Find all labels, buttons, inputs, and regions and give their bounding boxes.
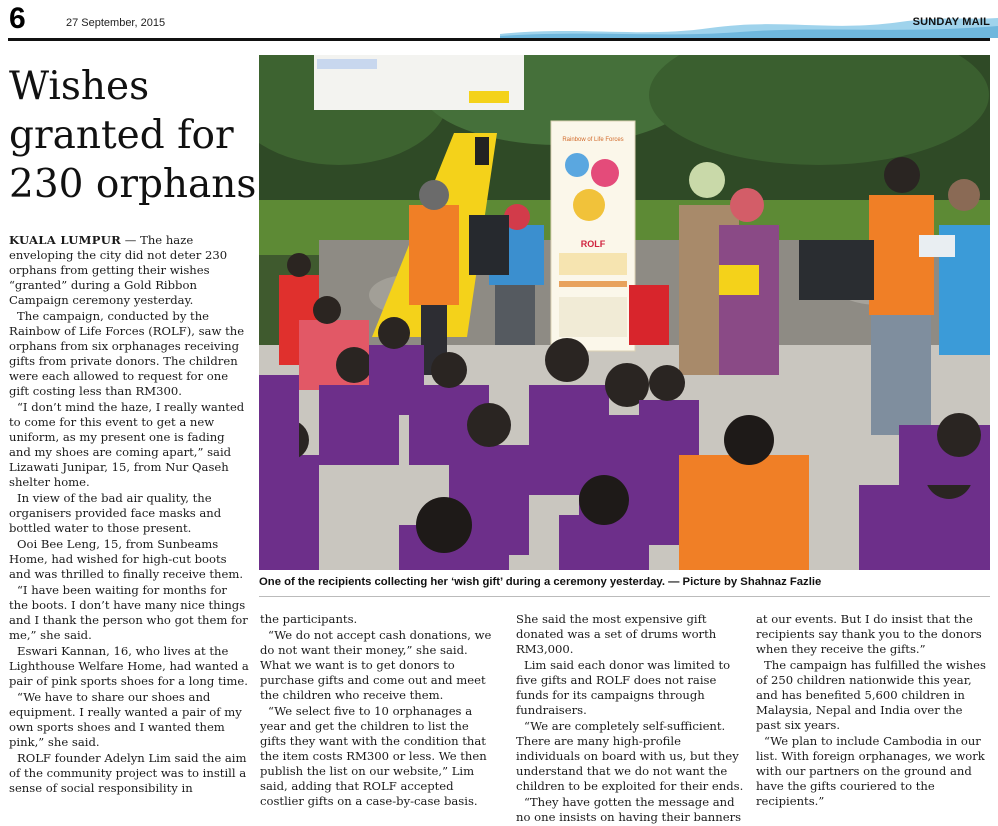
article-paragraph: She said the most expensive gift donated was a set of drums worth RM3,000. xyxy=(516,612,717,656)
article-paragraph: “They have gotten the message and no one insists on having their banners xyxy=(516,795,742,824)
article-paragraph: “We select five to 10 orphanages a year and get the children to list the gifts they want with the condition that the item costs RM300 or less. We then publish the list on our website,” Lim said, adding that ROLF accepted costlier gifts on a case-by-case basis. xyxy=(260,704,487,808)
article-paragraph: “I don’t mind the haze, I really wanted to come for this event to get a new uniform, as my present one is fading and my shoes are coming apart,” said Lizawati Junipar, 15, from Nur Qaseh shelter home. xyxy=(9,400,245,489)
issue-date: 27 September, 2015 xyxy=(66,17,166,29)
article-paragraph: ROLF founder Adelyn Lim said the aim of the community project was to instill a sense of social responsibility in xyxy=(9,751,247,795)
headline-line: Wishes xyxy=(9,64,150,109)
page-number: 6 xyxy=(9,2,26,35)
article-column-2 xyxy=(260,612,495,810)
article-paragraph: “We have to share our shoes and equipment. I really wanted a pair of my own sports shoes and I wanted them pink,” she said. xyxy=(9,690,242,749)
lead-text: — The haze enveloping the city did not deter 230 orphans from getting their wishes “granted” during a Gold Ribbon Campaign ceremony yesterday. xyxy=(9,233,228,307)
article-column-3 xyxy=(516,612,746,826)
article-paragraph: “We are completely self-sufficient. There are many high-profile individuals on board with us, but they understand that we do not want the children to be exploited for their ends. xyxy=(516,719,744,793)
header-rule xyxy=(8,38,990,41)
article-column-1 xyxy=(9,233,249,797)
article-paragraph: The campaign has fulfilled the wishes of 250 children nationwide this year, and has benefited 5,600 children in Malaysia, Nepal and India over the past six years. xyxy=(756,658,986,732)
article-paragraph: Ooi Bee Leng, 15, from Sunbeams Home, had wished for high-cut boots and was thrilled to finally receive them. xyxy=(9,537,244,581)
headline-line: granted for xyxy=(9,113,234,158)
article-paragraph xyxy=(9,233,249,308)
article-paragraph: at our events. But I do insist that the recipients say thank you to the donors when they receive the gifts.” xyxy=(756,612,982,656)
article-paragraph: “I have been waiting for months for the boots. I don’t have many nice things and I thank the person who got them for me,” she said. xyxy=(9,583,248,642)
headline-line: 230 orphans xyxy=(9,162,257,207)
article-paragraph: Lim said each donor was limited to five gifts and ROLF does not raise funds for its campaigns through fundraisers. xyxy=(516,658,731,717)
article-paragraph: “We plan to include Cambodia in our list. With foreign orphanages, we work with our partners on the ground and have the gifts couriered to the recipients.” xyxy=(756,734,985,808)
event-photo xyxy=(259,55,990,570)
article-paragraph: Eswari Kannan, 16, who lives at the Lighthouse Welfare Home, had wanted a pair of pink sports shoes for a long time. xyxy=(9,644,249,688)
banner-top-text: Rainbow of Life Forces xyxy=(562,137,624,143)
page-header xyxy=(0,0,998,44)
publication-name: SUNDAY MAIL xyxy=(912,16,990,28)
dateline: KUALA LUMPUR xyxy=(9,233,122,247)
photo-caption: One of the recipients collecting her ‘wish gift’ during a ceremony yesterday. — Picture by Shahnaz Fazlie xyxy=(259,576,822,588)
article-paragraph: “We do not accept cash donations, we do not want their money,” she said. What we want is to get donors to purchase gifts and come out and meet the children who receive them. xyxy=(260,628,492,702)
article-column-4 xyxy=(756,612,990,810)
banner-title: ROLF xyxy=(580,239,606,249)
article-paragraph: The campaign, conducted by the Rainbow of Life Forces (ROLF), saw the orphans from six orphanages receiving gifts from private donors. The children were each allowed to request for one gift costing less than RM300. xyxy=(9,309,245,398)
caption-rule xyxy=(259,596,990,597)
rolf-banner xyxy=(551,121,635,351)
headline xyxy=(9,62,257,209)
article-paragraph: In view of the bad air quality, the organisers provided face masks and bottled water to those present. xyxy=(9,491,222,535)
article-paragraph: the participants. xyxy=(260,612,358,626)
